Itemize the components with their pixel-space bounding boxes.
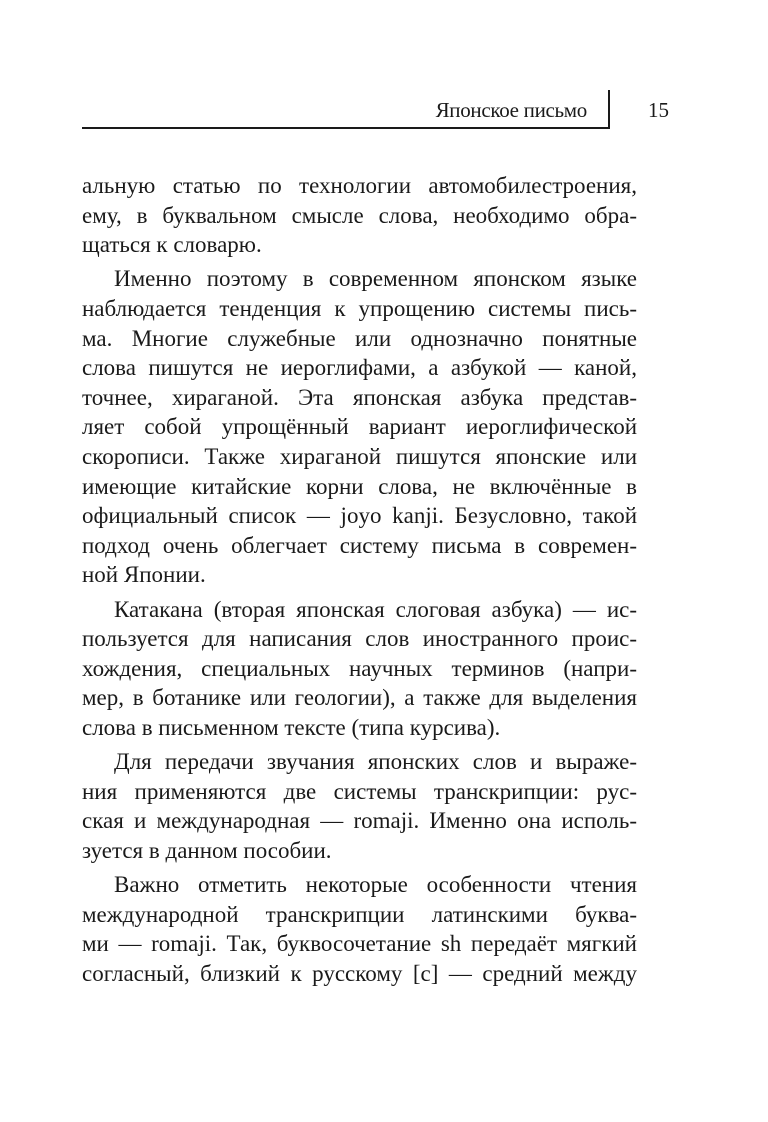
header-rule [82,127,610,129]
text-line: ми — romaji. Так, буквосочетание sh передаёт мягкий [82,931,637,957]
paragraph [82,171,637,260]
text-line: ния применяются две системы транскрипции: рус- [82,778,637,804]
text-line: ной Японии. [82,562,206,588]
text-line: пользуется для написания слов иностранного проис- [82,626,637,652]
text-line: ская и международная — romaji. Именно она исполь- [82,808,637,834]
text-line: согласный, близкий к русскому [с] — средний между [82,960,637,986]
text-line: хождения, специальных научных терминов (напри- [82,655,637,681]
paragraph [82,870,637,988]
paragraph [82,595,637,743]
text-line: Для передачи звучания японских слов и выраже- [114,749,637,775]
text-line: международной транскрипции латинскими буква- [82,901,637,927]
text-line: щаться к словарю. [82,232,262,258]
text-line: официальный список — joyo kanji. Безусловно, такой [82,503,637,529]
text-line: наблюдается тенденция к упрощению системы пись- [82,295,637,321]
text-line: Важно отметить некоторые особенности чтения [114,872,637,898]
body-text [82,171,637,993]
running-title: Японское письмо [435,98,587,122]
text-line: альную статью по технологии автомобилестроения, [82,173,637,198]
text-line: подход очень облегчает систему письма в современ- [82,532,637,558]
text-line: точнее, хираганой. Эта японская азбука представ- [82,384,637,410]
text-line: скорописи. Также хираганой пишутся японские или [82,443,637,469]
text-line: ма. Многие служебные или однозначно понятные [82,325,637,351]
text-line: ему, в буквальном смысле слова, необходимо обра- [82,202,637,228]
text-line: слова в письменном тексте (типа курсива). [82,714,501,740]
running-header [82,90,669,128]
text-line: ляет собой упрощённый вариант иероглифической [82,414,637,440]
header-divider [608,90,610,128]
text-line: слова пишутся не иероглифами, а азбукой — каной, [82,355,637,381]
paragraph [82,747,637,865]
page-number: 15 [648,98,669,122]
paragraph [82,264,637,590]
text-line: Именно поэтому в современном японском языке [114,266,637,292]
text-line: мер, в ботанике или геологии), а также для выделения [82,685,637,711]
text-line: Катакана (вторая японская слоговая азбука) — ис- [114,596,637,622]
text-line: зуется в данном пособии. [82,837,332,863]
text-line: имеющие китайские корни слова, не включённые в [82,473,637,499]
